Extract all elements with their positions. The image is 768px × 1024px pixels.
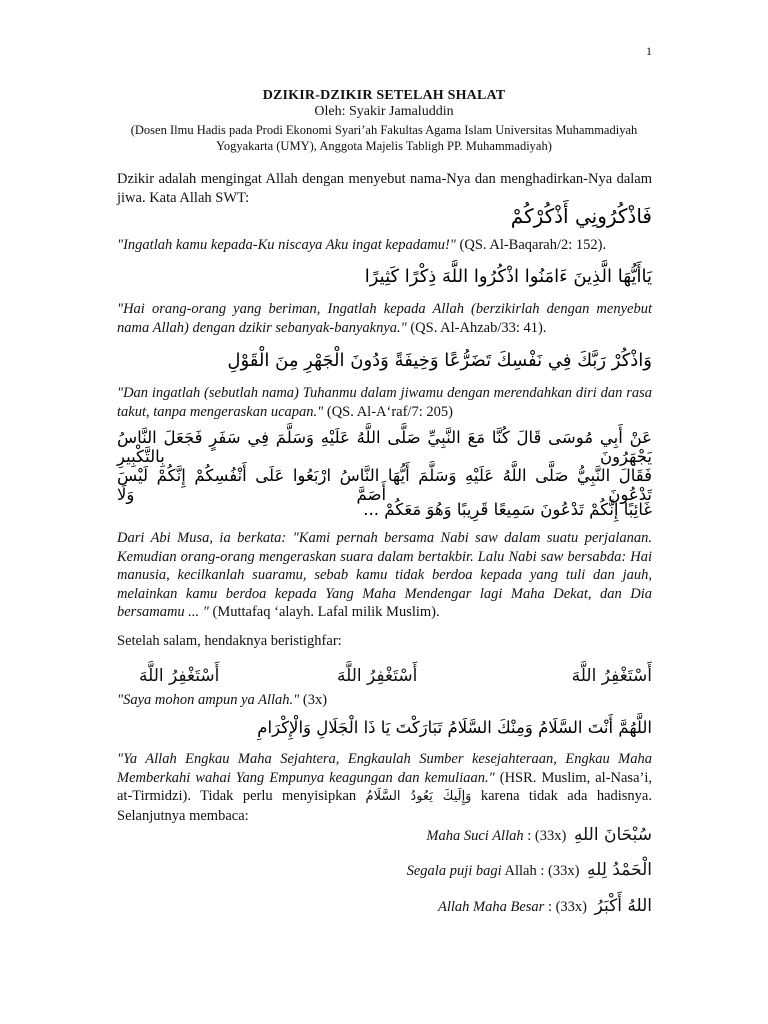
istighfar-arabic-1: أَسْتَغْفِرُ اللَّهَ — [571, 666, 652, 686]
verse-2-translation: "Hai orang-orang yang beriman, Ingatlah kepada Allah (berzikirlah dengan menyebut nama Allah) dengan dzikir sebanyak-banyaknya." — [117, 301, 652, 336]
hadith-arabic-line-3: غَائِبًا إِنَّكُمْ تَدْعُونَ سَمِيعًا قَرِيبًا وَهُوَ مَعَكُمْ ... — [363, 500, 652, 519]
tasbih-1-count: : (33x) — [527, 828, 567, 844]
verse-2-reference: (QS. Al-Ahzab/33: 41). — [410, 319, 547, 336]
verse-1-arabic: فَاذْكُرُونِي أَذْكُرْكُمْ — [510, 204, 652, 228]
istighfar-count: (3x) — [302, 692, 328, 708]
istighfar-translation-block — [117, 691, 652, 710]
tasbih-line-alhamdulillah — [407, 860, 652, 880]
hadith-arabic-line-2: فَقَالَ النَّبِيُّ صَلَّى اللَّهُ عَلَيْهِ وَسَلَّمَ أَيُّهَا النَّاسُ ارْبَعُوا عَلَى أَنْفُسِكُمْ إِنَّكُمْ لَيْسَ تَدْعُونَ أَصَمَّ وَلَا — [117, 466, 652, 504]
verse-1-reference: (QS. Al-Baqarah/2: 152). — [459, 237, 607, 253]
page-number: 1 — [646, 44, 652, 58]
istighfar-arabic-3: أَسْتَغْفِرُ اللَّهَ — [139, 666, 220, 686]
hadith-arabic-line-1: عَنْ أَبِي مُوسَى قَالَ كُنَّا مَعَ النَّبِيِّ صَلَّى اللَّهُ عَلَيْهِ وَسَلَّمَ فِي سَفَرٍ فَجَعَلَ النَّاسُ يَجْهَرُونَ بِالتَّكْبِيرِ — [117, 428, 652, 466]
tasbih-3-label: Allah Maha Besar — [437, 899, 545, 915]
hadith-translation-block — [117, 529, 652, 622]
verse-1-translation: "Ingatlah kamu kepada-Ku niscaya Aku ingat kepadamu!" — [117, 237, 456, 253]
tasbih-3-count: : (33x) — [547, 899, 587, 915]
salam-dua-note-after: karena tidak ada hadisnya. Selanjutnya membaca: — [117, 788, 652, 824]
tasbih-2-count: : (33x) — [540, 863, 580, 879]
verse-3-reference: (QS. Al-A‘raf/7: 205) — [326, 403, 453, 420]
hadith-translation: Dari Abi Musa, ia berkata: "Kami pernah bersama Nabi saw dalam suatu perjalanan. Kemudian orang-orang mengeraskan suara dalam bertakbir. Lalu Nabi saw bersabda: Hai manusia, kecilkanlah suaramu, sebab kamu tidak berdoa kepada yang tuli dan jauh, melainkan kamu berdoa kepada Yang Maha Mendengar lagi Maha Dekat, dan Dia bersamamu ... " — [117, 530, 652, 620]
document-title: DZIKIR-DZIKIR SETELAH SHALAT — [262, 88, 506, 103]
tasbih-1-arabic: سُبْحَانَ اللهِ — [573, 825, 652, 845]
hadith-reference: (Muttafaq ‘alayh. Lafal milik Muslim). — [212, 604, 440, 620]
salam-dua-note-before: Tidak perlu menyisipkan — [200, 788, 357, 804]
salam-dua-note-arabic: وَإِلَيكَ يَعُودُ السَّلَامُ — [365, 789, 472, 804]
istighfar-arabic-2: أَسْتَغْفِرُ اللَّهَ — [337, 666, 418, 686]
verse-2-translation-block — [117, 300, 652, 337]
salam-dua-translation: "Ya Allah Engkau Maha Sejahtera, Engkaulah Sumber kesejahteraan, Engkau Maha Memberkahi wahai Yang Empunya keagungan dan kemuliaan." — [117, 751, 652, 786]
verse-3-arabic: وَاذْكُرْ رَبَّكَ فِي نَفْسِكَ تَضَرُّعًا وَخِيفَةً وَدُونَ الْجَهْرِ مِنَ الْقَوْلِ — [227, 350, 652, 371]
verse-1-translation-block — [117, 236, 652, 255]
istighfar-translation: "Saya mohon ampun ya Allah." — [117, 692, 300, 708]
salam-dua-arabic: اللَّهُمَّ أَنْتَ السَّلَامُ وَمِنْكَ السَّلَامُ تَبَارَكْتَ يَا ذَا الْجَلَالِ وَالْإِكْرَامِ — [257, 718, 652, 737]
salam-dua-translation-block — [117, 750, 652, 825]
author-affiliation: (Dosen Ilmu Hadis pada Prodi Ekonomi Syari’ah Fakultas Agama Islam Universitas Muhammadiyah Yogyakarta (UMY), Anggota Majelis Tabligh PP. Muhammadiyah) — [130, 123, 638, 153]
tasbih-3-arabic: اللهُ أَكْبَرُ — [594, 896, 652, 916]
after-salam-paragraph: Setelah salam, hendaknya beristighfar: — [117, 633, 342, 649]
tasbih-1-label: Maha Suci Allah — [426, 828, 524, 844]
tasbih-2-label-italic: Segala puji bagi — [406, 863, 502, 879]
tasbih-2-arabic: الْحَمْدُ لِلهِ — [587, 860, 652, 880]
tasbih-2-label-plain: Allah — [504, 863, 537, 879]
tasbih-line-subhanallah — [426, 825, 652, 845]
tasbih-line-allahuakbar — [438, 896, 652, 916]
salam-dua-reference: (HSR. Muslim, al-Nasa’i, at-Tirmidzi). — [117, 769, 652, 804]
verse-3-translation-block — [117, 384, 652, 421]
verse-3-translation: "Dan ingatlah (sebutlah nama) Tuhanmu dalam jiwamu dengan merendahkan diri dan rasa takut, tanpa mengeraskan ucapan." — [117, 385, 652, 420]
verse-2-arabic: يَاأَيُّهَا الَّذِينَ ءَامَنُوا اذْكُرُوا اللَّهَ ذِكْرًا كَثِيرًا — [364, 266, 652, 287]
author-line: Oleh: Syakir Jamaluddin — [314, 104, 454, 119]
intro-paragraph: Dzikir adalah mengingat Allah dengan menyebut nama-Nya dan menghadirkan-Nya dalam jiwa. Kata Allah SWT: — [117, 171, 652, 206]
